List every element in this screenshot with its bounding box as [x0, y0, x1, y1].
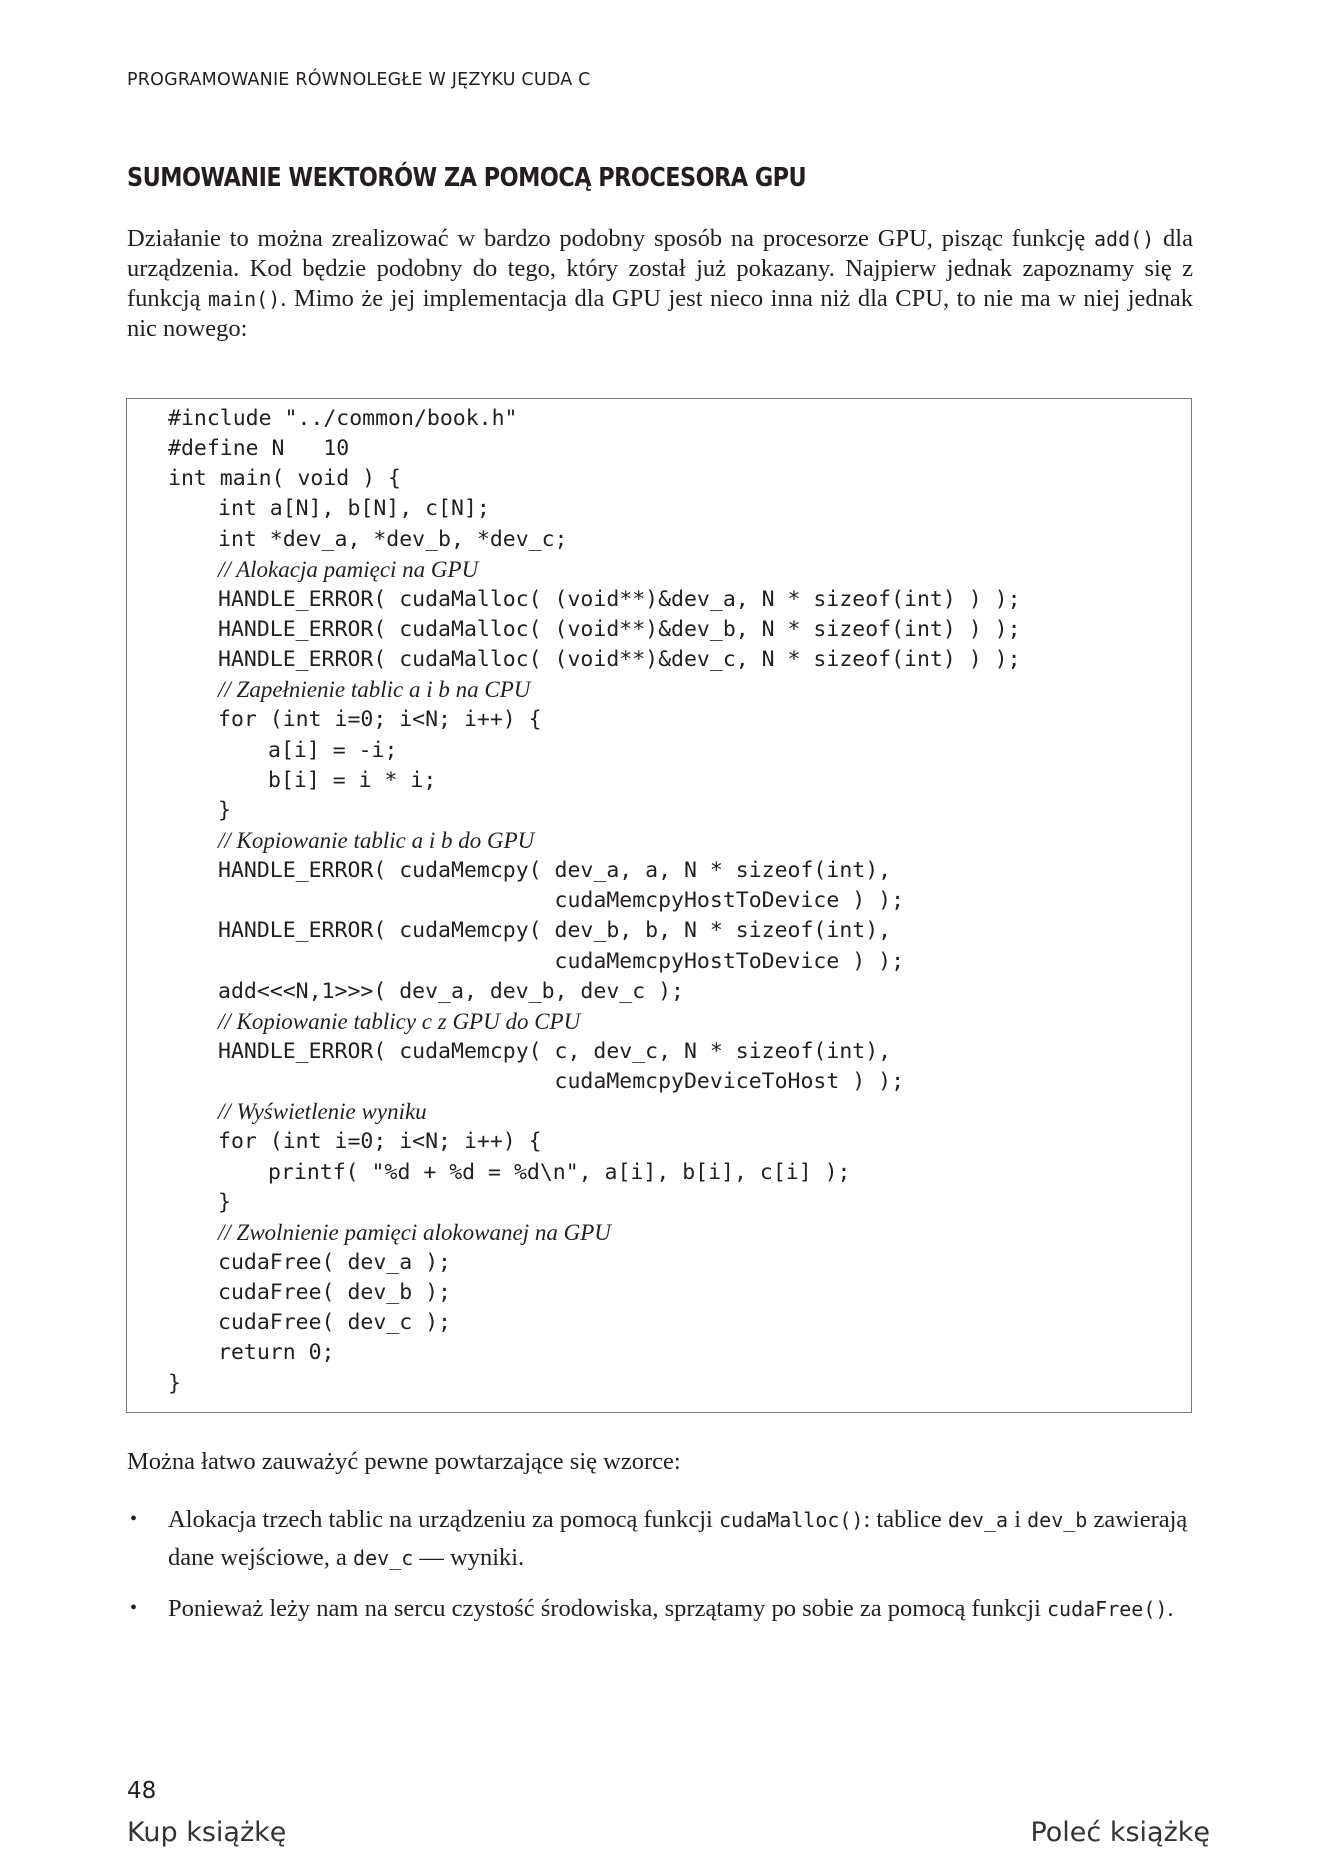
code-line: return 0;	[218, 1340, 335, 1366]
code-line: cudaMemcpyDeviceToHost ) );	[218, 1069, 905, 1095]
code-line: cudaFree( dev_a );	[218, 1249, 451, 1275]
code-line: HANDLE_ERROR( cudaMalloc( (void**)&dev_b, N * sizeof(int) ) );	[218, 616, 1021, 642]
code-line: #define N 10	[168, 436, 350, 462]
code-line: int *dev_a, *dev_b, *dev_c;	[218, 526, 568, 552]
inline-code: dev_a	[947, 1508, 1009, 1532]
code-listing	[168, 404, 1021, 1399]
code-line: #include "../common/book.h"	[168, 406, 518, 431]
code-comment: // Kopiowanie tablic a i b do GPU	[218, 827, 535, 853]
code-line: HANDLE_ERROR( cudaMalloc( (void**)&dev_c, N * sizeof(int) ) );	[218, 647, 1021, 673]
code-line: cudaFree( dev_b );	[218, 1280, 451, 1306]
inline-code-main: main()	[208, 287, 281, 311]
code-comment: // Kopiowanie tablicy c z GPU do CPU	[218, 1008, 581, 1034]
intro-text-2: dla urządzenia. Kod będzie podobny do tego, który został już pokazany. Najpierw jednak zapoznamy się z funkcją	[127, 225, 1193, 312]
buy-book-link[interactable]: Kup książkę	[127, 1817, 287, 1848]
code-line: HANDLE_ERROR( cudaMemcpy( dev_a, a, N * sizeof(int),	[218, 858, 892, 884]
code-line: HANDLE_ERROR( cudaMalloc( (void**)&dev_a, N * sizeof(int) ) );	[218, 586, 1021, 612]
section-title: SUMOWANIE WEKTORÓW ZA POMOCĄ PROCESORA GPU	[127, 163, 807, 193]
bullet-icon: •	[130, 1597, 138, 1619]
list-item	[127, 1590, 1193, 1628]
intro-paragraph	[127, 224, 1193, 344]
code-line: }	[168, 1370, 181, 1396]
inline-code: dev_b	[1027, 1508, 1088, 1532]
recommend-book-link[interactable]: Poleć książkę	[1030, 1817, 1210, 1848]
code-line: cudaMemcpyHostToDevice ) );	[218, 888, 905, 914]
list-item-text	[168, 1590, 1193, 1628]
text-run: Alokacja trzech tablic na urządzeniu za pomocą funkcji	[168, 1506, 719, 1533]
code-line: cudaFree( dev_c );	[218, 1310, 451, 1336]
list-item	[127, 1501, 1193, 1577]
code-line: int a[N], b[N], c[N];	[218, 496, 490, 522]
code-comment: // Alokacja pamięci na GPU	[218, 556, 479, 582]
code-line: b[i] = i * i;	[268, 767, 437, 793]
text-run: i	[1008, 1506, 1028, 1533]
code-line: a[i] = -i;	[268, 737, 398, 763]
text-run: zawierają dane wejściowe, a	[168, 1506, 1188, 1571]
code-comment: // Zwolnienie pamięci alokowanej na GPU	[218, 1219, 611, 1245]
code-line: HANDLE_ERROR( cudaMemcpy( c, dev_c, N * sizeof(int),	[218, 1038, 892, 1064]
code-line: }	[218, 797, 231, 823]
code-line: int main( void ) {	[168, 466, 401, 492]
inline-code: cudaFree()	[1047, 1597, 1168, 1621]
list-item-text	[168, 1501, 1193, 1577]
code-line: cudaMemcpyHostToDevice ) );	[218, 948, 905, 974]
code-line: add<<<N,1>>>( dev_a, dev_b, dev_c );	[218, 978, 684, 1004]
patterns-intro: Można łatwo zauważyć pewne powtarzające się wzorce:	[127, 1448, 681, 1475]
inline-code-add: add()	[1094, 227, 1155, 251]
text-run: .	[1167, 1595, 1174, 1622]
text-run: Ponieważ leży nam na sercu czystość środowiska, sprzątamy po sobie za pomocą funkcji	[168, 1595, 1047, 1622]
intro-text-1: Działanie to można zrealizować w bardzo podobny sposób na procesorze GPU, pisząc funkcję	[127, 225, 1095, 252]
code-line: for (int i=0; i<N; i++) {	[218, 707, 542, 733]
bullet-icon: •	[130, 1508, 138, 1530]
code-comment: // Wyświetlenie wyniku	[218, 1099, 427, 1125]
page-number: 48	[127, 1778, 157, 1804]
intro-text-3: . Mimo że jej implementacja dla GPU jest nieco inna niż dla CPU, to nie ma w niej jednak nic nowego:	[127, 285, 1193, 342]
inline-code: cudaMalloc()	[718, 1508, 864, 1532]
code-line: for (int i=0; i<N; i++) {	[218, 1129, 542, 1155]
code-line: HANDLE_ERROR( cudaMemcpy( dev_b, b, N * sizeof(int),	[218, 918, 892, 944]
inline-code: dev_c	[353, 1546, 414, 1570]
code-comment: // Zapełnienie tablic a i b na CPU	[218, 677, 531, 703]
code-line: }	[218, 1189, 231, 1215]
text-run: : tablice	[863, 1506, 948, 1533]
code-line: printf( "%d + %d = %d\n", a[i], b[i], c[i] );	[268, 1159, 851, 1185]
running-header: PROGRAMOWANIE RÓWNOLEGŁE W JĘZYKU CUDA C	[127, 70, 591, 90]
text-run: — wyniki.	[413, 1544, 525, 1571]
